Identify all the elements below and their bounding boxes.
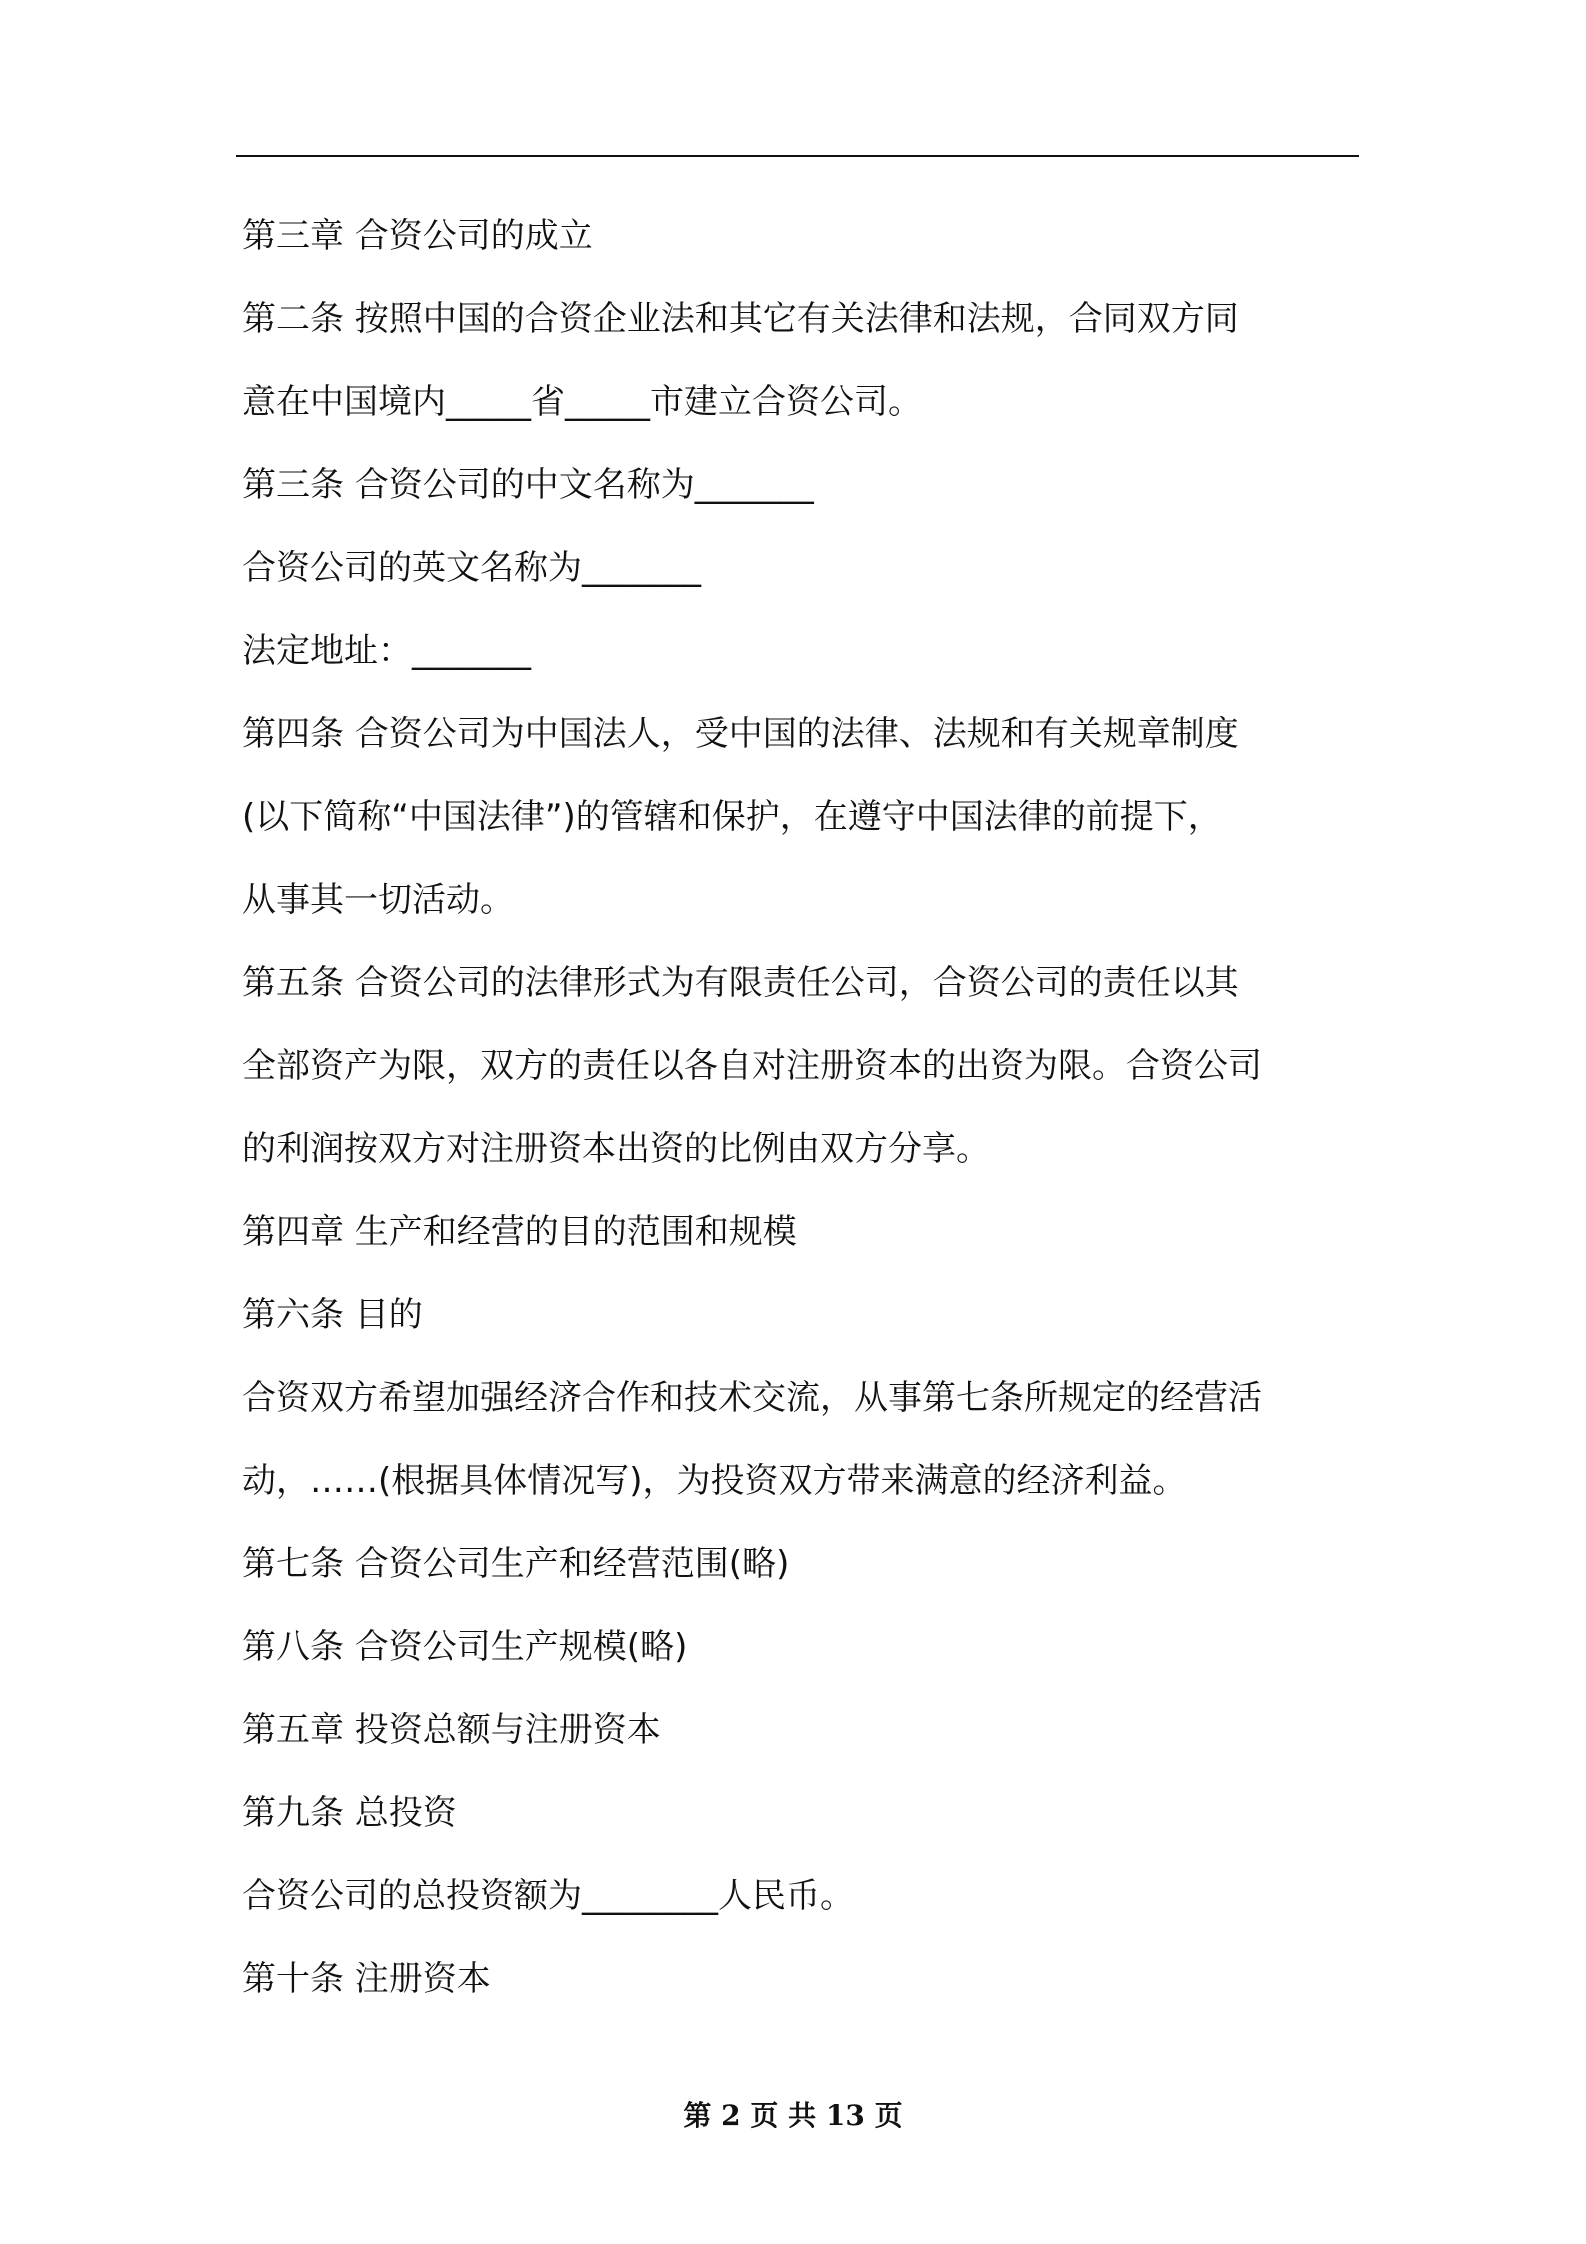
article-4-line-1: 第四条 合资公司为中国法人，受中国的法律、法规和有关规章制度 (242, 714, 1239, 754)
article-2-line-2: 意在中国境内_____省_____市建立合资公司。 (242, 382, 922, 422)
article-7: 第七条 合资公司生产和经营范围(略) (242, 1544, 790, 1584)
article-5-line-2: 全部资产为限，双方的责任以各自对注册资本的出资为限。合资公司 (242, 1046, 1262, 1086)
article-2-line-1: 第二条 按照中国的合资企业法和其它有关法律和法规，合同双方同 (242, 299, 1239, 339)
document-body (242, 195, 1362, 2021)
article-3-chinese-name: 第三条 合资公司的中文名称为_______ (242, 465, 814, 505)
article-4-line-3: 从事其一切活动。 (242, 880, 514, 920)
chapter-heading-5: 第五章 投资总额与注册资本 (242, 1710, 661, 1750)
article-3-legal-address: 法定地址：_______ (242, 631, 531, 671)
article-8: 第八条 合资公司生产规模(略) (242, 1627, 688, 1667)
article-9-total-investment: 合资公司的总投资额为________人民币。 (242, 1876, 854, 1916)
article-6-heading: 第六条 目的 (242, 1295, 423, 1335)
article-3-english-name: 合资公司的英文名称为_______ (242, 548, 701, 588)
article-4-line-2: (以下简称“中国法律”)的管辖和保护，在遵守中国法律的前提下， (242, 797, 1222, 837)
article-5-line-3: 的利润按双方对注册资本出资的比例由双方分享。 (242, 1129, 990, 1169)
article-6-line-1: 合资双方希望加强经济合作和技术交流，从事第七条所规定的经营活 (242, 1378, 1262, 1418)
article-6-line-2: 动，……(根据具体情况写)，为投资双方带来满意的经济利益。 (242, 1461, 1187, 1501)
article-10-heading: 第十条 注册资本 (242, 1959, 491, 1999)
page-number: 第 2 页 共 13 页 (683, 2099, 903, 2132)
article-9-heading: 第九条 总投资 (242, 1793, 457, 1833)
header-rule (236, 155, 1359, 157)
chapter-heading-4: 第四章 生产和经营的目的范围和规模 (242, 1212, 797, 1252)
article-5-line-1: 第五条 合资公司的法律形式为有限责任公司，合资公司的责任以其 (242, 963, 1239, 1003)
chapter-heading-3: 第三章 合资公司的成立 (242, 216, 593, 256)
